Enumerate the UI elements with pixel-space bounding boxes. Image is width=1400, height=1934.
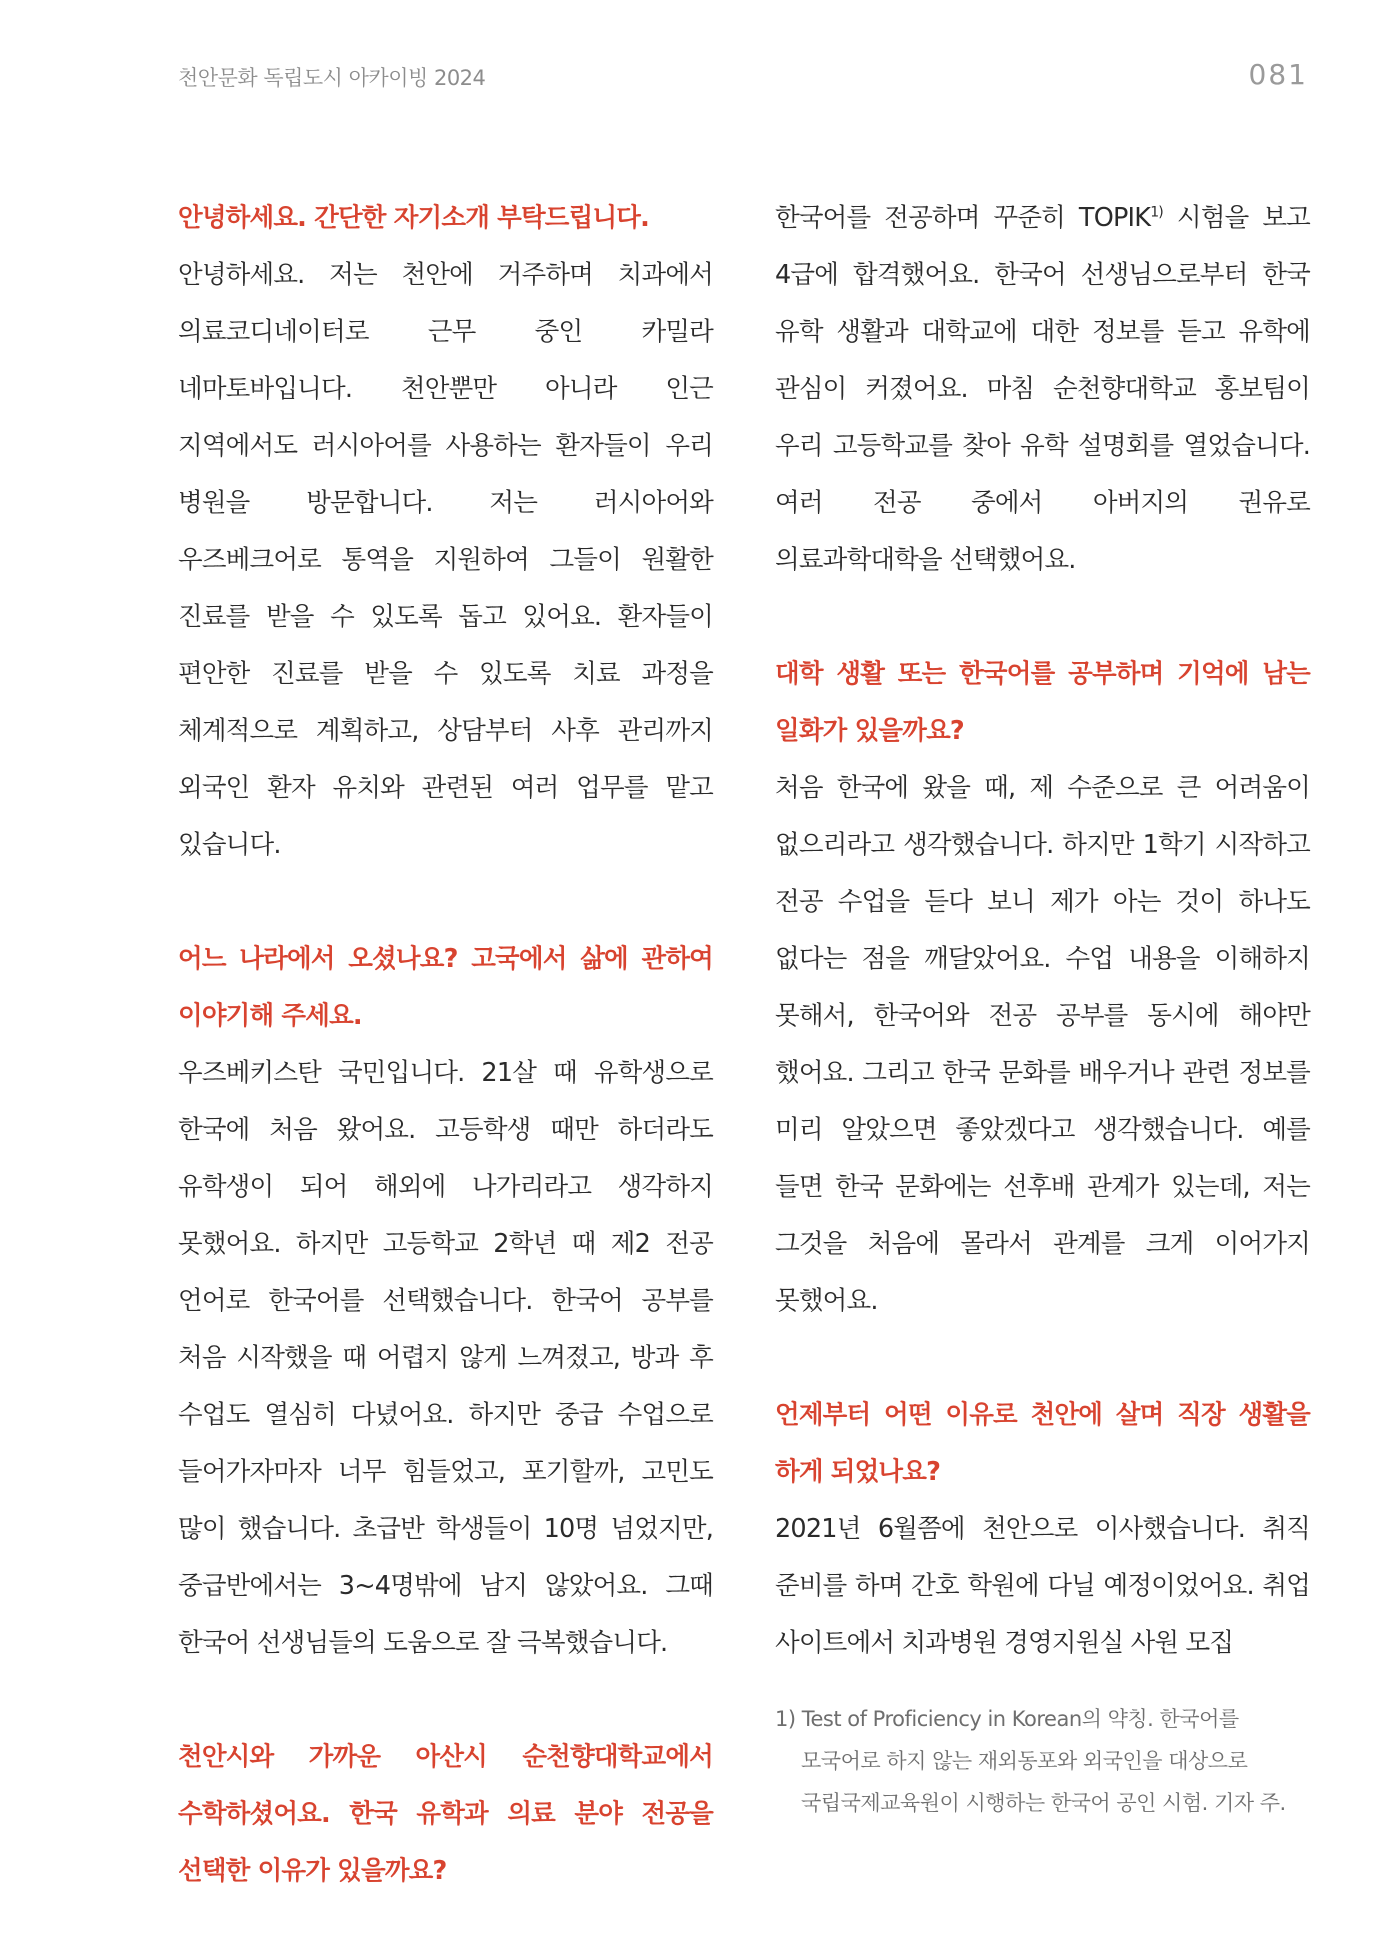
running-header: 천안문화 독립도시 아카이빙 2024: [178, 66, 486, 90]
answer-1: 안녕하세요. 저는 천안에 거주하며 치과에서 의료코디네이터로 근무 중인 카밀라 네마토바입니다. 천안뿐만 아니라 인근 지역에서도 러시아어를 사용하는 환자들이 우리 병원을 방문합니다. 저는 러시아어와 우즈베크어로 통역을 지원하여 그들이 원활한 진료를 받을 수 있도록 돕고 있어요. 환자들이 편안한 진료를 받을 수 있도록 치료 과정을 체계적으로 계획하고, 상담부터 사후 관리까지 외국인 환자 유치와 관련된 여러 업무를 맡고 있습니다.: [178, 260, 713, 860]
spacer: [775, 1330, 1310, 1387]
footnote-line-2: 모국어로 하지 않는 재외동포와 외국인을 대상으로: [801, 1749, 1248, 1773]
question-2: 어느 나라에서 오셨나요? 고국에서 삶에 관하여 이야기해 주세요.: [178, 944, 713, 1031]
answer-3: [775, 190, 1310, 589]
question-4: 대학 생활 또는 한국어를 공부하며 기억에 남는 일화가 있을까요?: [775, 659, 1310, 746]
page-number: 081: [1248, 58, 1308, 91]
answer-3-rest: 시험을 보고 4급에 합격했어요. 한국어 선생님으로부터 한국 유학 생활과 대학교에 대한 정보를 듣고 유학에 관심이 커졌어요. 마침 순천향대학교 홍보팀이 우리 고등학교를 찾아 유학 설명회를 열었습니다. 여러 전공 중에서 아버지의 권유로 의료과학대학을 선택했어요.: [775, 203, 1310, 575]
answer-5: 2021년 6월쯤에 천안으로 이사했습니다. 취직 준비를 하며 간호 학원에 다닐 예정이었어요. 취업 사이트에서 치과병원 경영지원실 사원 모집: [775, 1514, 1310, 1658]
answer-3-start: 한국어를 전공하며 꾸준히 TOPIK: [775, 203, 1151, 233]
footnote-line-1: 1) Test of Proficiency in Korean의 약칭. 한국어를: [775, 1707, 1239, 1731]
answer-2: 우즈베키스탄 국민입니다. 21살 때 유학생으로 한국에 처음 왔어요. 고등학생 때만 하더라도 유학생이 되어 해외에 나가리라고 생각하지 못했어요. 하지만 고등학교 2학년 때 제2 전공 언어로 한국어를 선택했습니다. 한국어 공부를 처음 시작했을 때 어렵지 않게 느껴졌고, 방과 후 수업도 열심히 다녔어요. 하지만 중급 수업으로 들어가자마자 너무 힘들었고, 포기할까, 고민도 많이 했습니다. 초급반 학생들이 10명 넘었지만, 중급반에서는 3~4명밖에 남지 않았어요. 그때 한국어 선생님들의 도움으로 잘 극복했습니다.: [178, 1058, 713, 1658]
spacer: [178, 1672, 713, 1729]
question-1: 안녕하세요. 간단한 자기소개 부탁드립니다.: [178, 203, 650, 233]
question-3: 천안시와 가까운 아산시 순천향대학교에서 수학하셨어요. 한국 유학과 의료 분야 전공을 선택한 이유가 있을까요?: [178, 1742, 713, 1886]
answer-4: 처음 한국에 왔을 때, 제 수준으로 큰 어려움이 없으리라고 생각했습니다. 하지만 1학기 시작하고 전공 수업을 듣다 보니 제가 아는 것이 하나도 없다는 점을 깨달았어요. 수업 내용을 이해하지 못해서, 한국어와 전공 공부를 동시에 해야만 했어요. 그리고 한국 문화를 배우거나 관련 정보를 미리 알았으면 좋았겠다고 생각했습니다. 예를 들면 한국 문화에는 선후배 관계가 있는데, 저는 그것을 처음에 몰라서 관계를 크게 이어가지 못했어요.: [775, 773, 1310, 1316]
footnote-line-3: 국립국제교육원이 시행하는 한국어 공인 시험. 기자 주.: [801, 1791, 1286, 1815]
footnote: [775, 1698, 1315, 1824]
footnote-marker: 1): [1150, 204, 1163, 221]
right-column: [775, 190, 1310, 1672]
question-5: 언제부터 어떤 이유로 천안에 살며 직장 생활을 하게 되었나요?: [775, 1400, 1310, 1487]
spacer: [775, 589, 1310, 646]
spacer: [178, 874, 713, 931]
left-column: [178, 190, 713, 1900]
